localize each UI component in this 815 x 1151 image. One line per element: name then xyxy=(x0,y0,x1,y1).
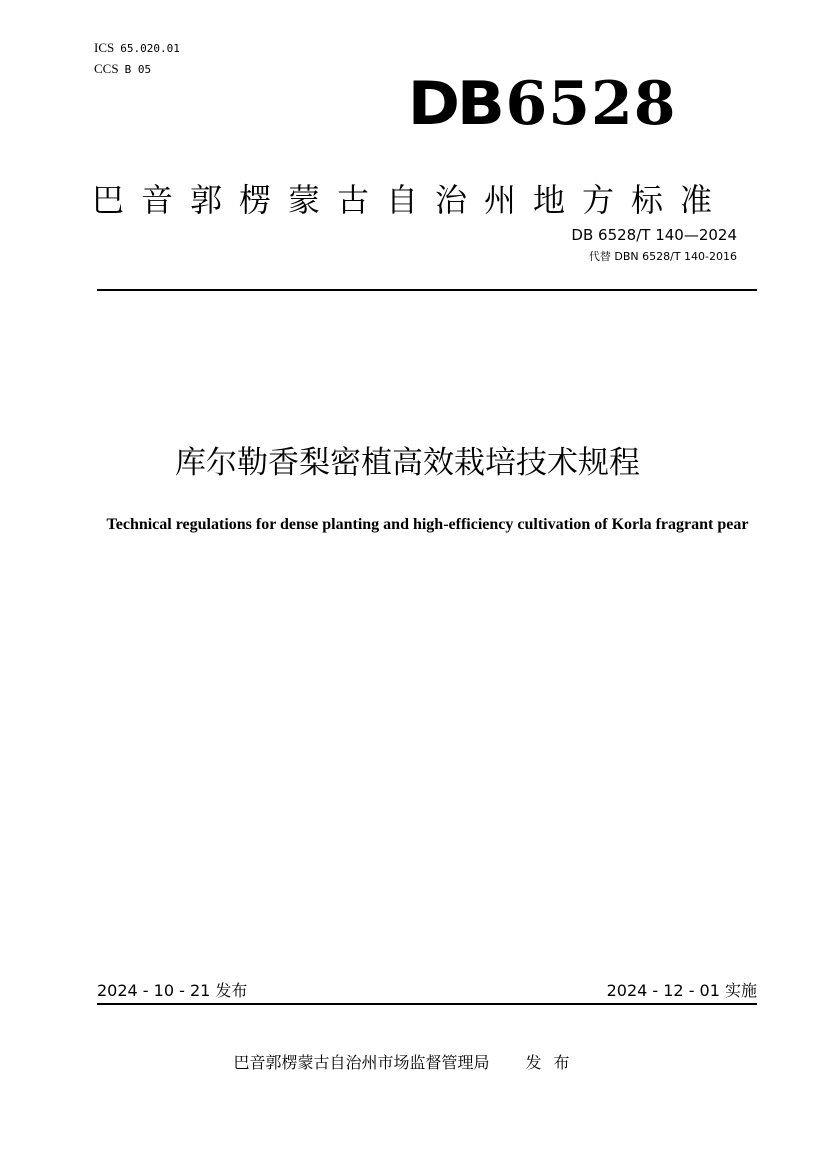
footer-divider xyxy=(97,1003,757,1005)
implementation-date: 2024 - 12 - 01 实施 xyxy=(606,981,757,1000)
ics-code: 65.020.01 xyxy=(120,42,180,55)
header-divider xyxy=(97,289,757,291)
publisher-line xyxy=(100,1052,715,1074)
standard-number: DB 6528/T 140—2024 xyxy=(571,226,737,244)
standard-category: 巴音郭楞蒙古自治州地方标准 xyxy=(92,181,730,219)
ccs-line xyxy=(94,61,151,78)
replaces-note: 代替 DBN 6528/T 140-2016 xyxy=(588,250,737,263)
db-number: 6528 xyxy=(505,69,677,139)
issue-date: 2024 - 10 - 21 发布 xyxy=(97,981,248,1000)
ics-line xyxy=(94,40,180,57)
ics-label: ICS xyxy=(94,40,115,55)
db-letters: DB xyxy=(407,69,502,139)
db-mark xyxy=(407,69,677,139)
title-english: Technical regulations for dense planting and high-efficiency cultivation of Korla fragrant pear xyxy=(106,516,749,533)
ccs-label: CCS xyxy=(94,61,119,76)
title-chinese: 库尔勒香梨密植高效栽培技术规程 xyxy=(175,445,640,481)
publisher-action: 发布 xyxy=(525,1053,582,1072)
ccs-code: B 05 xyxy=(124,63,152,76)
publisher-name: 巴音郭楞蒙古自治州市场监督管理局 xyxy=(233,1053,490,1072)
